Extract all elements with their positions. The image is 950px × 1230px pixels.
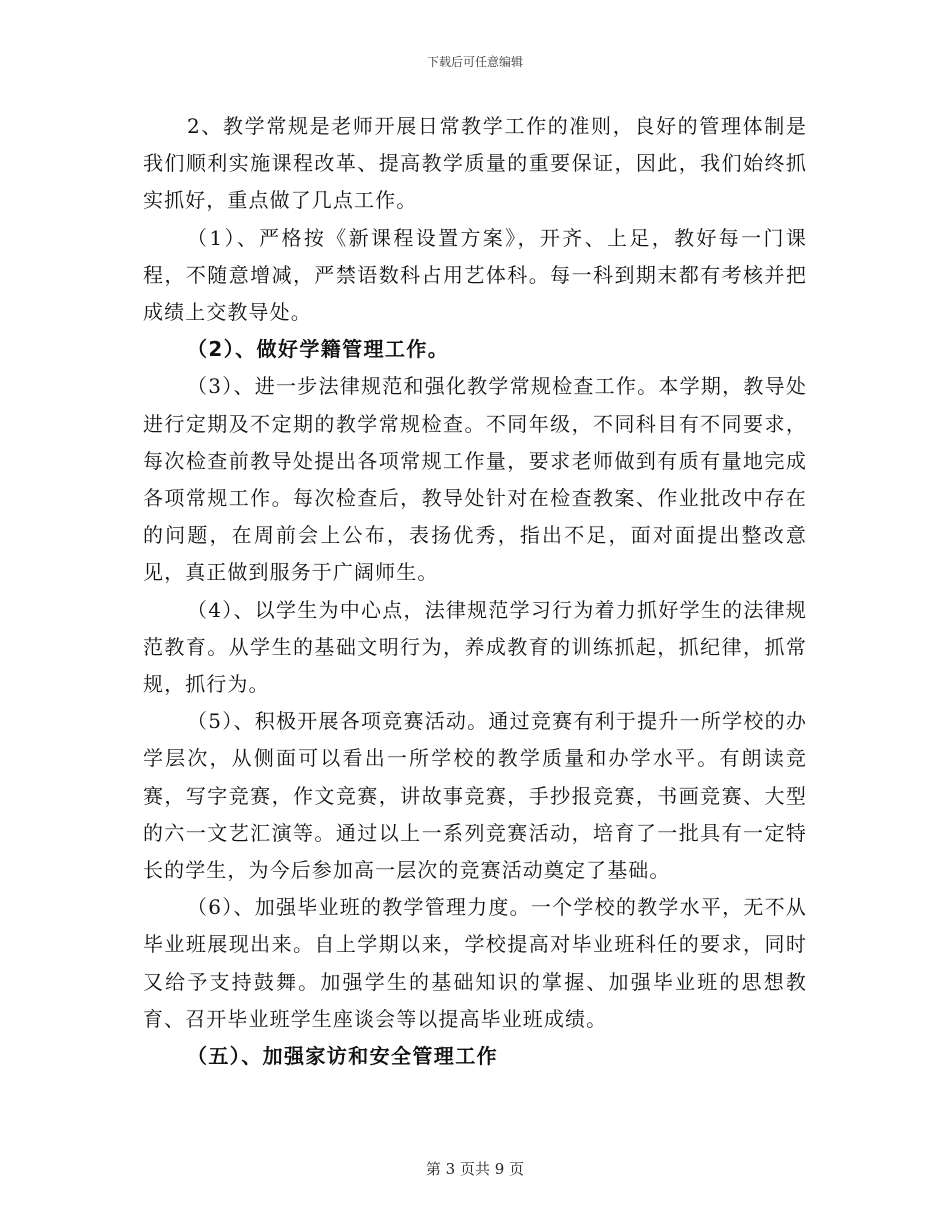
page-header: 下载后可任意编辑 — [426, 55, 523, 69]
document-body — [143, 108, 807, 1075]
paragraph-item-6: （6）、加强毕业班的教学管理力度。一个学校的教学水平，无不从毕业班展现出来。自上学期以来，学校提高对毕业班科任的要求，同时又给予支持鼓舞。加强学生的基础知识的掌握、加强毕业班的思想教育、召开毕业班学生座谈会等以提高毕业班成绩。 — [143, 895, 807, 1031]
page-footer: 第 3 页共 9 页 — [425, 1160, 525, 1178]
section-heading-five: （五）、加强家访和安全管理工作 — [187, 1044, 498, 1069]
paragraph-item-3: （3）、进一步法律规范和强化教学常规检查工作。本学期，教导处进行定期及不定期的教学常规检查。不同年级，不同科目有不同要求，每次检查前教导处提出各项常规工作量，要求老师做到有质有量地完成各项常规工作。每次检查后，教导处针对在检查教案、作业批改中存在的问题，在周前会上公布，表扬优秀，指出不足，面对面提出整改意见，真正做到服务于广阔师生。 — [143, 374, 807, 585]
paragraph-item-2-heading: （2）、做好学籍管理工作。 — [187, 337, 450, 362]
paragraph-item-1: （1）、严格按《新课程设置方案》，开齐、上足，教好每一门课程，不随意增减，严禁语数科占用艺体科。每一科到期末都有考核并把成绩上交教导处。 — [143, 225, 807, 325]
paragraph-item-4: （4）、以学生为中心点，法律规范学习行为着力抓好学生的法律规范教育。从学生的基础文明行为，养成教育的训练抓起，抓纪律，抓常规，抓行为。 — [143, 597, 807, 697]
paragraph-item-5: （5）、积极开展各项竞赛活动。通过竞赛有利于提升一所学校的办学层次，从侧面可以看出一所学校的教学质量和办学水平。有朗读竞赛，写字竞赛，作文竞赛，讲故事竞赛，手抄报竞赛，书画竞赛、大型的六一文艺汇演等。通过以上一系列竞赛活动，培育了一批具有一定特长的学生，为今后参加高一层次的竞赛活动奠定了基础。 — [143, 709, 807, 883]
paragraph-teaching-routine: 2、教学常规是老师开展日常教学工作的准则，良好的管理体制是我们顺利实施课程改革、提高教学质量的重要保证，因此，我们始终抓实抓好，重点做了几点工作。 — [143, 114, 807, 213]
